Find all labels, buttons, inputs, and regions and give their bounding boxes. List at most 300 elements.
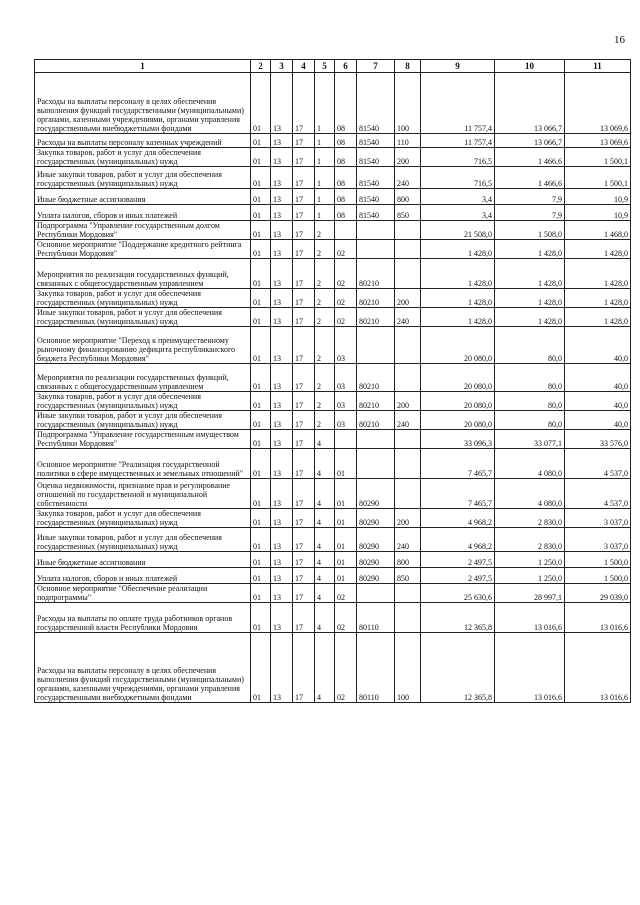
direction-code: 80110: [357, 633, 395, 703]
row-name: Расходы на выплаты персоналу казенных учреждений: [35, 134, 251, 148]
amount-col-9: 7 465,7: [421, 449, 495, 479]
table-row: [35, 568, 631, 584]
subprogram-code: 4: [315, 430, 335, 449]
subprogram-code: 4: [315, 479, 335, 509]
expense-type-code: 850: [395, 205, 421, 221]
section-code: 01: [251, 189, 271, 205]
direction-code: 80110: [357, 603, 395, 633]
amount-col-10: 80,0: [495, 392, 565, 411]
amount-col-10: 4 080,0: [495, 449, 565, 479]
row-name: Иные закупки товаров, работ и услуг для обеспечения государственных (муниципальных) нужд: [35, 308, 251, 327]
direction-code: 81540: [357, 148, 395, 167]
section-code: 01: [251, 289, 271, 308]
subsection-code: 13: [271, 392, 293, 411]
table-row: [35, 73, 631, 134]
row-name: Расходы на выплаты по оплате труда работников органов государственной власти Республики Мордовия: [35, 603, 251, 633]
row-name: Иные закупки товаров, работ и услуг для обеспечения государственных (муниципальных) нужд: [35, 528, 251, 552]
program-code: 17: [293, 167, 315, 189]
table-row: [35, 411, 631, 430]
event-code: 03: [335, 411, 357, 430]
amount-col-9: 21 508,0: [421, 221, 495, 240]
event-code: 02: [335, 308, 357, 327]
subprogram-code: 4: [315, 568, 335, 584]
column-header: 3: [271, 60, 293, 73]
amount-col-11: 1 468,0: [565, 221, 631, 240]
amount-col-10: 7,9: [495, 205, 565, 221]
amount-col-9: 716,5: [421, 148, 495, 167]
amount-col-10: 28 997,1: [495, 584, 565, 603]
amount-col-11: 1 500,0: [565, 552, 631, 568]
amount-col-10: 13 016,6: [495, 633, 565, 703]
amount-col-9: 2 497,5: [421, 568, 495, 584]
row-name: Расходы на выплаты персоналу в целях обеспечения выполнения функций государственными (муниципальными) органами, казенными учреждениями, органами управления государственными внебюджетными фондами: [35, 73, 251, 134]
table-row: [35, 392, 631, 411]
amount-col-9: 33 096,3: [421, 430, 495, 449]
direction-code: 80210: [357, 392, 395, 411]
subsection-code: 13: [271, 308, 293, 327]
direction-code: 80290: [357, 528, 395, 552]
direction-code: [357, 449, 395, 479]
subprogram-code: 2: [315, 240, 335, 259]
subprogram-code: 2: [315, 259, 335, 289]
row-name: Оценка недвижимости, признание прав и регулирование отношений по государственной и муниципальной собственности: [35, 479, 251, 509]
row-name: Закупка товаров, работ и услуг для обеспечения государственных (муниципальных) нужд: [35, 509, 251, 528]
column-header: 9: [421, 60, 495, 73]
table-row: [35, 308, 631, 327]
amount-col-11: 4 537,0: [565, 449, 631, 479]
amount-col-11: 13 069,6: [565, 134, 631, 148]
direction-code: 80290: [357, 479, 395, 509]
amount-col-10: 2 830,0: [495, 528, 565, 552]
row-name: Уплата налогов, сборов и иных платежей: [35, 205, 251, 221]
column-header: 2: [251, 60, 271, 73]
direction-code: [357, 584, 395, 603]
table-row: [35, 240, 631, 259]
expense-type-code: 200: [395, 289, 421, 308]
subprogram-code: 2: [315, 392, 335, 411]
row-name: Мероприятия по реализации государственных функций, связанных с общегосударственным управлением: [35, 259, 251, 289]
program-code: 17: [293, 568, 315, 584]
amount-col-11: 1 500,1: [565, 167, 631, 189]
amount-col-9: 20 080,0: [421, 411, 495, 430]
expense-type-code: 240: [395, 167, 421, 189]
amount-col-10: 1 250,0: [495, 552, 565, 568]
amount-col-10: 1 428,0: [495, 240, 565, 259]
program-code: 17: [293, 430, 315, 449]
table-row: [35, 603, 631, 633]
amount-col-10: 1 466,6: [495, 167, 565, 189]
expense-type-code: [395, 584, 421, 603]
table-row: [35, 479, 631, 509]
amount-col-10: 1 428,0: [495, 308, 565, 327]
section-code: 01: [251, 134, 271, 148]
section-code: 01: [251, 327, 271, 364]
event-code: 08: [335, 134, 357, 148]
direction-code: 80210: [357, 259, 395, 289]
expense-type-code: 100: [395, 73, 421, 134]
expense-type-code: [395, 449, 421, 479]
subsection-code: 13: [271, 449, 293, 479]
subsection-code: 13: [271, 134, 293, 148]
section-code: 01: [251, 240, 271, 259]
amount-col-10: 1 428,0: [495, 259, 565, 289]
direction-code: 80210: [357, 308, 395, 327]
event-code: 02: [335, 240, 357, 259]
subsection-code: 13: [271, 411, 293, 430]
table-row: [35, 289, 631, 308]
header-row: [35, 60, 631, 73]
table-row: [35, 259, 631, 289]
table-row: [35, 148, 631, 167]
amount-col-9: 4 968,2: [421, 528, 495, 552]
event-code: 03: [335, 327, 357, 364]
subsection-code: 13: [271, 633, 293, 703]
table-body: [35, 73, 631, 703]
subprogram-code: 1: [315, 73, 335, 134]
expense-type-code: [395, 259, 421, 289]
subsection-code: 13: [271, 364, 293, 392]
expense-type-code: 110: [395, 134, 421, 148]
expense-type-code: 800: [395, 552, 421, 568]
amount-col-11: 1 428,0: [565, 259, 631, 289]
subsection-code: 13: [271, 221, 293, 240]
direction-code: 81540: [357, 205, 395, 221]
program-code: 17: [293, 552, 315, 568]
direction-code: 80210: [357, 364, 395, 392]
row-name: Подпрограмма "Управление государственным имуществом Республики Мордовия": [35, 430, 251, 449]
event-code: 08: [335, 167, 357, 189]
subprogram-code: 2: [315, 308, 335, 327]
table-row: [35, 584, 631, 603]
subsection-code: 13: [271, 327, 293, 364]
program-code: 17: [293, 603, 315, 633]
column-header: 8: [395, 60, 421, 73]
table-row: [35, 327, 631, 364]
program-code: 17: [293, 148, 315, 167]
amount-col-9: 2 497,5: [421, 552, 495, 568]
subsection-code: 13: [271, 73, 293, 134]
page-number: 16: [614, 34, 625, 46]
event-code: 01: [335, 449, 357, 479]
row-name: Закупка товаров, работ и услуг для обеспечения государственных (муниципальных) нужд: [35, 148, 251, 167]
direction-code: 81540: [357, 167, 395, 189]
amount-col-11: 4 537,0: [565, 479, 631, 509]
amount-col-11: 10,9: [565, 205, 631, 221]
amount-col-11: 1 428,0: [565, 289, 631, 308]
subprogram-code: 4: [315, 633, 335, 703]
subprogram-code: 1: [315, 148, 335, 167]
amount-col-11: 3 037,0: [565, 509, 631, 528]
column-header: 5: [315, 60, 335, 73]
program-code: 17: [293, 259, 315, 289]
subsection-code: 13: [271, 528, 293, 552]
amount-col-9: 20 080,0: [421, 392, 495, 411]
event-code: 01: [335, 479, 357, 509]
subsection-code: 13: [271, 205, 293, 221]
event-code: 02: [335, 289, 357, 308]
subprogram-code: 4: [315, 449, 335, 479]
subprogram-code: 4: [315, 584, 335, 603]
row-name: Основное мероприятие "Реализация государственной политики в сфере имущественных и земельных отношений": [35, 449, 251, 479]
table-row: [35, 221, 631, 240]
row-name: Закупка товаров, работ и услуг для обеспечения государственных (муниципальных) нужд: [35, 392, 251, 411]
table-row: [35, 633, 631, 703]
expense-type-code: 100: [395, 633, 421, 703]
amount-col-11: 3 037,0: [565, 528, 631, 552]
amount-col-11: 13 016,6: [565, 603, 631, 633]
program-code: 17: [293, 528, 315, 552]
section-code: 01: [251, 479, 271, 509]
subprogram-code: 2: [315, 289, 335, 308]
direction-code: [357, 430, 395, 449]
amount-col-11: 1 428,0: [565, 240, 631, 259]
table-row: [35, 134, 631, 148]
expense-type-code: 850: [395, 568, 421, 584]
amount-col-11: 29 039,0: [565, 584, 631, 603]
event-code: 08: [335, 148, 357, 167]
table-row: [35, 205, 631, 221]
subsection-code: 13: [271, 584, 293, 603]
event-code: [335, 221, 357, 240]
section-code: 01: [251, 411, 271, 430]
section-code: 01: [251, 509, 271, 528]
program-code: 17: [293, 240, 315, 259]
amount-col-11: 40,0: [565, 327, 631, 364]
section-code: 01: [251, 633, 271, 703]
section-code: 01: [251, 584, 271, 603]
direction-code: 80210: [357, 411, 395, 430]
amount-col-9: 3,4: [421, 189, 495, 205]
amount-col-11: 40,0: [565, 411, 631, 430]
row-name: Иные бюджетные ассигнования: [35, 189, 251, 205]
amount-col-11: 33 576,0: [565, 430, 631, 449]
amount-col-10: 1 250,0: [495, 568, 565, 584]
amount-col-9: 12 365,8: [421, 633, 495, 703]
table-row: [35, 449, 631, 479]
amount-col-10: 80,0: [495, 411, 565, 430]
subprogram-code: 4: [315, 528, 335, 552]
row-name: Закупка товаров, работ и услуг для обеспечения государственных (муниципальных) нужд: [35, 289, 251, 308]
subsection-code: 13: [271, 552, 293, 568]
subsection-code: 13: [271, 148, 293, 167]
subprogram-code: 2: [315, 221, 335, 240]
amount-col-9: 1 428,0: [421, 259, 495, 289]
subprogram-code: 1: [315, 205, 335, 221]
event-code: 02: [335, 584, 357, 603]
program-code: 17: [293, 364, 315, 392]
section-code: 01: [251, 73, 271, 134]
subsection-code: 13: [271, 167, 293, 189]
table-row: [35, 509, 631, 528]
expense-type-code: 200: [395, 148, 421, 167]
amount-col-10: 1 428,0: [495, 289, 565, 308]
section-code: 01: [251, 308, 271, 327]
program-code: 17: [293, 289, 315, 308]
column-header: 10: [495, 60, 565, 73]
subsection-code: 13: [271, 568, 293, 584]
event-code: 03: [335, 392, 357, 411]
amount-col-10: 13 016,6: [495, 603, 565, 633]
amount-col-11: 40,0: [565, 392, 631, 411]
program-code: 17: [293, 134, 315, 148]
section-code: 01: [251, 259, 271, 289]
section-code: 01: [251, 392, 271, 411]
row-name: Основное мероприятие "Поддержание кредитного рейтинга Республики Мордовия": [35, 240, 251, 259]
amount-col-11: 40,0: [565, 364, 631, 392]
amount-col-10: 2 830,0: [495, 509, 565, 528]
expense-type-code: [395, 364, 421, 392]
event-code: 08: [335, 189, 357, 205]
section-code: 01: [251, 568, 271, 584]
subprogram-code: 4: [315, 509, 335, 528]
amount-col-9: 11 757,4: [421, 134, 495, 148]
row-name: Основное мероприятие "Обеспечение реализации подпрограммы": [35, 584, 251, 603]
budget-table: [34, 59, 631, 703]
amount-col-9: 3,4: [421, 205, 495, 221]
column-header: 6: [335, 60, 357, 73]
subprogram-code: 1: [315, 189, 335, 205]
program-code: 17: [293, 584, 315, 603]
amount-col-11: 13 069,6: [565, 73, 631, 134]
expense-type-code: 800: [395, 189, 421, 205]
subprogram-code: 2: [315, 327, 335, 364]
subsection-code: 13: [271, 603, 293, 633]
column-header: 4: [293, 60, 315, 73]
section-code: 01: [251, 430, 271, 449]
amount-col-9: 12 365,8: [421, 603, 495, 633]
event-code: 08: [335, 205, 357, 221]
row-name: Иные закупки товаров, работ и услуг для обеспечения государственных (муниципальных) нужд: [35, 411, 251, 430]
program-code: 17: [293, 221, 315, 240]
amount-col-11: 1 500,0: [565, 568, 631, 584]
table-row: [35, 189, 631, 205]
section-code: 01: [251, 205, 271, 221]
section-code: 01: [251, 603, 271, 633]
section-code: 01: [251, 528, 271, 552]
section-code: 01: [251, 364, 271, 392]
subprogram-code: 2: [315, 411, 335, 430]
expense-type-code: 200: [395, 392, 421, 411]
subsection-code: 13: [271, 430, 293, 449]
subsection-code: 13: [271, 240, 293, 259]
event-code: 03: [335, 364, 357, 392]
amount-col-10: 1 508,0: [495, 221, 565, 240]
program-code: 17: [293, 479, 315, 509]
subprogram-code: 4: [315, 603, 335, 633]
amount-col-9: 716,5: [421, 167, 495, 189]
event-code: 08: [335, 73, 357, 134]
program-code: 17: [293, 509, 315, 528]
subprogram-code: 1: [315, 134, 335, 148]
row-name: Уплата налогов, сборов и иных платежей: [35, 568, 251, 584]
direction-code: 80210: [357, 289, 395, 308]
amount-col-9: 20 080,0: [421, 364, 495, 392]
table-row: [35, 430, 631, 449]
column-header: 1: [35, 60, 251, 73]
amount-col-10: 33 077,1: [495, 430, 565, 449]
program-code: 17: [293, 189, 315, 205]
direction-code: 81540: [357, 134, 395, 148]
column-header: 7: [357, 60, 395, 73]
amount-col-10: 80,0: [495, 364, 565, 392]
section-code: 01: [251, 449, 271, 479]
event-code: 01: [335, 552, 357, 568]
amount-col-9: 1 428,0: [421, 240, 495, 259]
amount-col-10: 13 066,7: [495, 134, 565, 148]
subsection-code: 13: [271, 259, 293, 289]
expense-type-code: [395, 327, 421, 364]
amount-col-10: 4 080,0: [495, 479, 565, 509]
program-code: 17: [293, 411, 315, 430]
column-header: 11: [565, 60, 631, 73]
amount-col-11: 1 500,1: [565, 148, 631, 167]
table-row: [35, 364, 631, 392]
amount-col-9: 20 080,0: [421, 327, 495, 364]
row-name: Иные закупки товаров, работ и услуг для обеспечения государственных (муниципальных) нужд: [35, 167, 251, 189]
section-code: 01: [251, 221, 271, 240]
amount-col-9: 1 428,0: [421, 289, 495, 308]
program-code: 17: [293, 449, 315, 479]
subsection-code: 13: [271, 509, 293, 528]
direction-code: 81540: [357, 73, 395, 134]
program-code: 17: [293, 73, 315, 134]
program-code: 17: [293, 205, 315, 221]
subprogram-code: 4: [315, 552, 335, 568]
row-name: Иные бюджетные ассигнования: [35, 552, 251, 568]
section-code: 01: [251, 167, 271, 189]
amount-col-9: 11 757,4: [421, 73, 495, 134]
section-code: 01: [251, 552, 271, 568]
program-code: 17: [293, 633, 315, 703]
expense-type-code: [395, 430, 421, 449]
program-code: 17: [293, 392, 315, 411]
amount-col-10: 1 466,6: [495, 148, 565, 167]
direction-code: 80290: [357, 552, 395, 568]
row-name: Основное мероприятие "Переход к преимущественному рыночному финансированию дефицита республиканского бюджета Республики Мордовия": [35, 327, 251, 364]
amount-col-11: 10,9: [565, 189, 631, 205]
direction-code: [357, 327, 395, 364]
amount-col-10: 80,0: [495, 327, 565, 364]
table-row: [35, 528, 631, 552]
event-code: 01: [335, 528, 357, 552]
row-name: Подпрограмма "Управление государственным долгом Республики Мордовия": [35, 221, 251, 240]
expense-type-code: [395, 221, 421, 240]
amount-col-9: 7 465,7: [421, 479, 495, 509]
direction-code: 80290: [357, 509, 395, 528]
amount-col-9: 25 630,6: [421, 584, 495, 603]
expense-type-code: 200: [395, 509, 421, 528]
event-code: 02: [335, 259, 357, 289]
amount-col-10: 13 066,7: [495, 73, 565, 134]
amount-col-10: 7,9: [495, 189, 565, 205]
event-code: 01: [335, 509, 357, 528]
direction-code: 81540: [357, 189, 395, 205]
direction-code: [357, 240, 395, 259]
table-row: [35, 167, 631, 189]
subprogram-code: 2: [315, 364, 335, 392]
event-code: [335, 430, 357, 449]
expense-type-code: 240: [395, 308, 421, 327]
event-code: 02: [335, 633, 357, 703]
program-code: 17: [293, 308, 315, 327]
expense-type-code: 240: [395, 411, 421, 430]
event-code: 01: [335, 568, 357, 584]
amount-col-9: 4 968,2: [421, 509, 495, 528]
amount-col-11: 1 428,0: [565, 308, 631, 327]
program-code: 17: [293, 327, 315, 364]
subsection-code: 13: [271, 189, 293, 205]
amount-col-9: 1 428,0: [421, 308, 495, 327]
